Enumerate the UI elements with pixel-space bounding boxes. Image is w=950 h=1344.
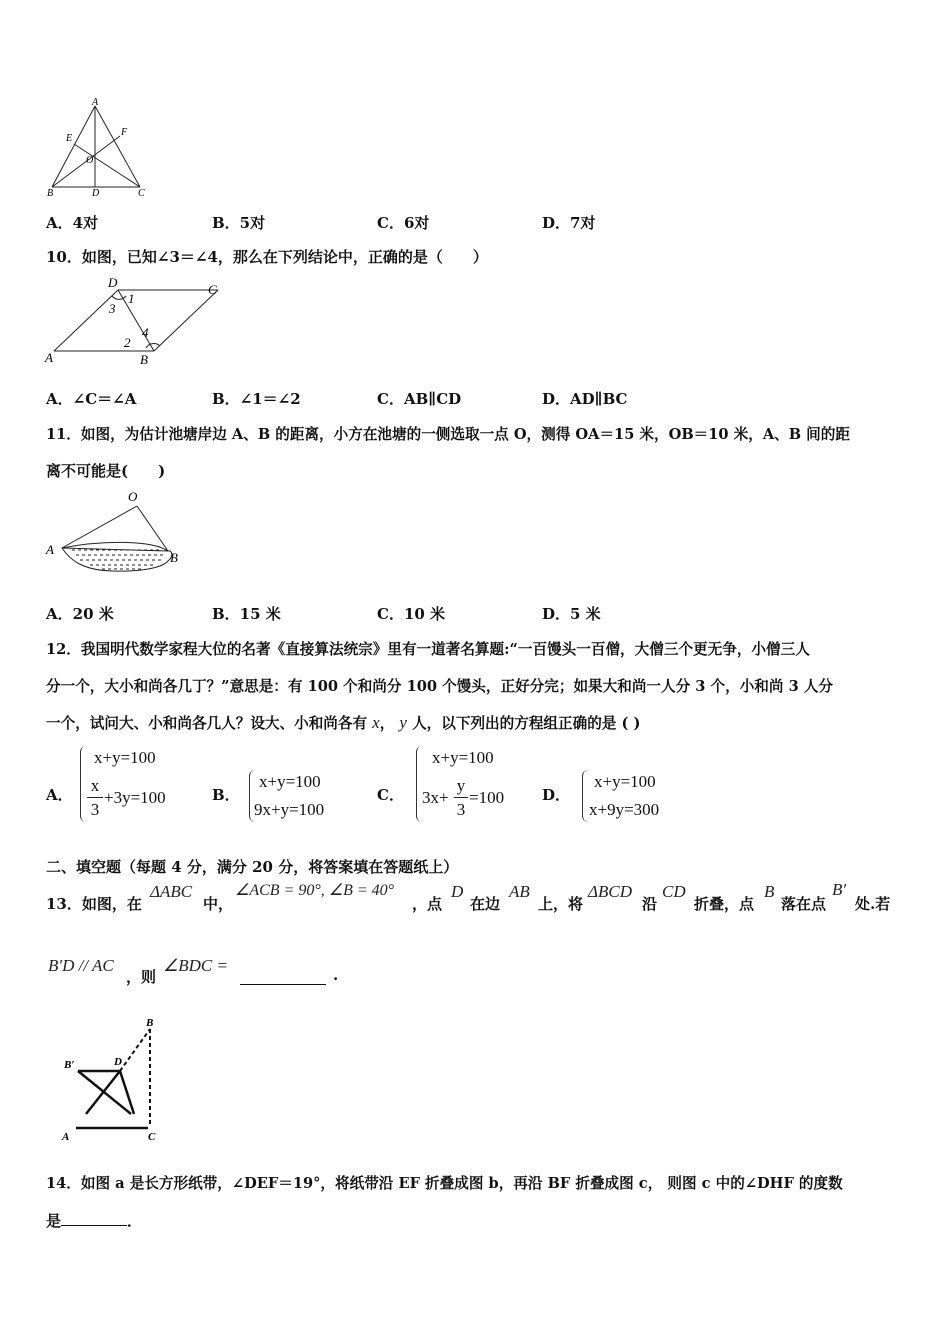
q13-math-d: D (451, 882, 464, 901)
q10-option-a[interactable]: A．∠C＝∠A (46, 390, 137, 408)
q12-option-c-eq2-pre: 3x+ (422, 788, 449, 807)
q14-question-line2 (46, 1210, 142, 1231)
q13-part10: ，则 (126, 968, 157, 986)
q14-question-line1: 14．如图 a 是长方形纸带，∠DEF＝19°，将纸带沿 EF 折叠成图 b，再沿 BF 折叠成图 c， 则图 c 中的∠DHF 的度数 (46, 1175, 843, 1192)
q9-label-E: E (66, 133, 73, 144)
q10-label-2: 2 (124, 335, 131, 350)
q11-label-B: B (170, 550, 178, 565)
q12-option-d-eq1: x+y=100 (594, 772, 656, 791)
q13-part6: 沿 (642, 895, 658, 913)
q12-var-x: x (372, 713, 380, 732)
q11-option-c[interactable]: C．10 米 (377, 605, 446, 623)
q12-option-c-num: y (456, 776, 466, 795)
q14-answer-blank[interactable] (61, 1211, 127, 1226)
q14-line2-start: 是 (46, 1212, 62, 1230)
q9-label-B: B (47, 188, 54, 198)
q10-parallelogram-figure (42, 276, 227, 368)
q9-option-d[interactable]: D．7对 (542, 214, 596, 232)
q10-option-b[interactable]: B．∠1＝∠2 (212, 390, 301, 408)
q13-math-ab: AB (509, 882, 530, 901)
q13-part11: . (333, 966, 339, 984)
q12-option-a-label[interactable]: A． (46, 786, 73, 804)
q14-line2-end: ． (127, 1212, 143, 1230)
q12-option-a-fracline (87, 797, 103, 798)
q13-math-bprime: B′ (832, 880, 847, 899)
q12-line3-part1: 一个，试问大、小和尚各几人？设大、小和尚各有 (46, 715, 368, 732)
q11-question-line2: 离不可能是( ) (46, 462, 166, 480)
q13-label-Bprime: B′ (64, 1059, 75, 1071)
q12-option-d-eq2: x+9y=300 (589, 800, 660, 819)
q12-option-c-brace (416, 746, 423, 822)
q10-option-d[interactable]: D．AD∥BC (542, 390, 628, 408)
q13-math-b: B (764, 882, 775, 901)
q10-option-c[interactable]: C．AB∥CD (377, 390, 462, 408)
q9-label-C: C (138, 188, 145, 198)
q13-answer-blank[interactable] (240, 968, 326, 985)
q12-var-y: y (399, 713, 407, 732)
q13-part2: 中， (203, 895, 234, 913)
q9-triangle-figure (40, 98, 160, 198)
q10-label-D: D (108, 276, 118, 290)
q9-option-a[interactable]: A．4对 (46, 214, 99, 232)
q12-question-line2: 分一个，大小和尚各几丁？”意思是：有 100 个和尚分 100 个馒头，正好分完；如果大和尚一人分 3 个，小和尚 3 人分 (46, 678, 833, 695)
q13-label-A: A (62, 1131, 70, 1143)
q12-option-c-eq1: x+y=100 (432, 748, 494, 767)
q12-option-c-label[interactable]: C． (377, 786, 404, 804)
q10-label-4: 4 (142, 325, 149, 340)
q11-option-a[interactable]: A．20 米 (46, 605, 114, 623)
q11-question-line1: 11．如图，为估计池塘岸边 A、B 的距离，小方在池塘的一侧选取一点 O，测得 OA＝15 米，OB＝10 米，A、B 间的距 (46, 426, 850, 443)
q12-option-b-eq2: 9x+y=100 (254, 800, 325, 819)
q12-option-a-brace (80, 746, 87, 822)
q13-part7: 折叠，点 (694, 895, 755, 913)
q9-label-F: F (121, 127, 128, 138)
q11-label-O: O (128, 489, 138, 504)
q13-part5: 上，将 (538, 895, 584, 913)
q13-math-angles: ∠ACB = 90°, ∠B = 40° (235, 882, 395, 899)
q13-part8: 落在点 (781, 895, 827, 913)
q10-question: 10．如图，已知∠3＝∠4，那么在下列结论中，正确的是（ ） (46, 248, 488, 266)
q10-label-A: A (45, 350, 53, 365)
q13-math-parallel: B′D // AC (48, 956, 114, 975)
section2-heading: 二、填空题（每题 4 分，满分 20 分，将答案填在答题纸上） (46, 858, 459, 876)
q12-var-sep: ， (379, 715, 395, 732)
q13-part9: 处.若 (855, 895, 891, 913)
q9-label-D: D (92, 188, 100, 198)
q13-label-B: B (146, 1017, 154, 1029)
q12-option-a-num: x (90, 776, 100, 795)
q12-option-d-label[interactable]: D． (542, 786, 571, 804)
q9-label-O: O (86, 155, 94, 166)
q11-label-A: A (46, 542, 54, 557)
q13-label-C: C (148, 1131, 156, 1143)
q12-option-b-eq1: x+y=100 (259, 772, 321, 791)
q13-math-triangle-abc: ΔABC (150, 882, 193, 901)
q12-option-c-den: 3 (456, 800, 466, 819)
q12-line3-part2: 人，以下列出的方程组正确的是 ( ) (412, 715, 641, 732)
q12-option-c-eq2-rest: =100 (469, 788, 505, 807)
q11-option-d[interactable]: D．5 米 (542, 605, 601, 623)
q12-option-a-eq1: x+y=100 (94, 748, 156, 767)
q12-question-line1: 12．我国明代数学家程大位的名著《直接算法统宗》里有一道著名算题:“一百馒头一百僧，大僧三个更无争，小僧三人 (46, 641, 810, 658)
q13-math-cd: CD (662, 882, 686, 901)
q12-option-a-eq2: +3y=100 (104, 788, 166, 807)
q10-label-B: B (140, 352, 148, 367)
q9-option-b[interactable]: B．5对 (212, 214, 266, 232)
q10-label-C: C (208, 282, 217, 297)
q13-part1: 13．如图，在 (46, 895, 142, 913)
q12-option-b-label[interactable]: B． (212, 786, 240, 804)
q12-option-c-fracline (454, 797, 468, 798)
q12-option-a-den: 3 (90, 800, 100, 819)
q13-label-D: D (114, 1056, 122, 1068)
q13-fold-figure (56, 1016, 176, 1146)
q13-part3: ，点 (412, 895, 443, 913)
q11-option-b[interactable]: B．15 米 (212, 605, 281, 623)
q12-question-line3 (46, 712, 640, 733)
q13-math-angle-bdc: ∠BDC = (163, 956, 228, 975)
q10-label-3: 3 (109, 301, 116, 316)
q9-option-c[interactable]: C．6对 (377, 214, 430, 232)
q10-label-1: 1 (128, 291, 135, 306)
q9-label-A: A (92, 98, 99, 108)
q12-option-d-brace (582, 770, 589, 822)
q13-math-triangle-bcd: ΔBCD (588, 882, 632, 901)
q11-pond-figure (42, 488, 192, 578)
q13-part4: 在边 (470, 895, 501, 913)
